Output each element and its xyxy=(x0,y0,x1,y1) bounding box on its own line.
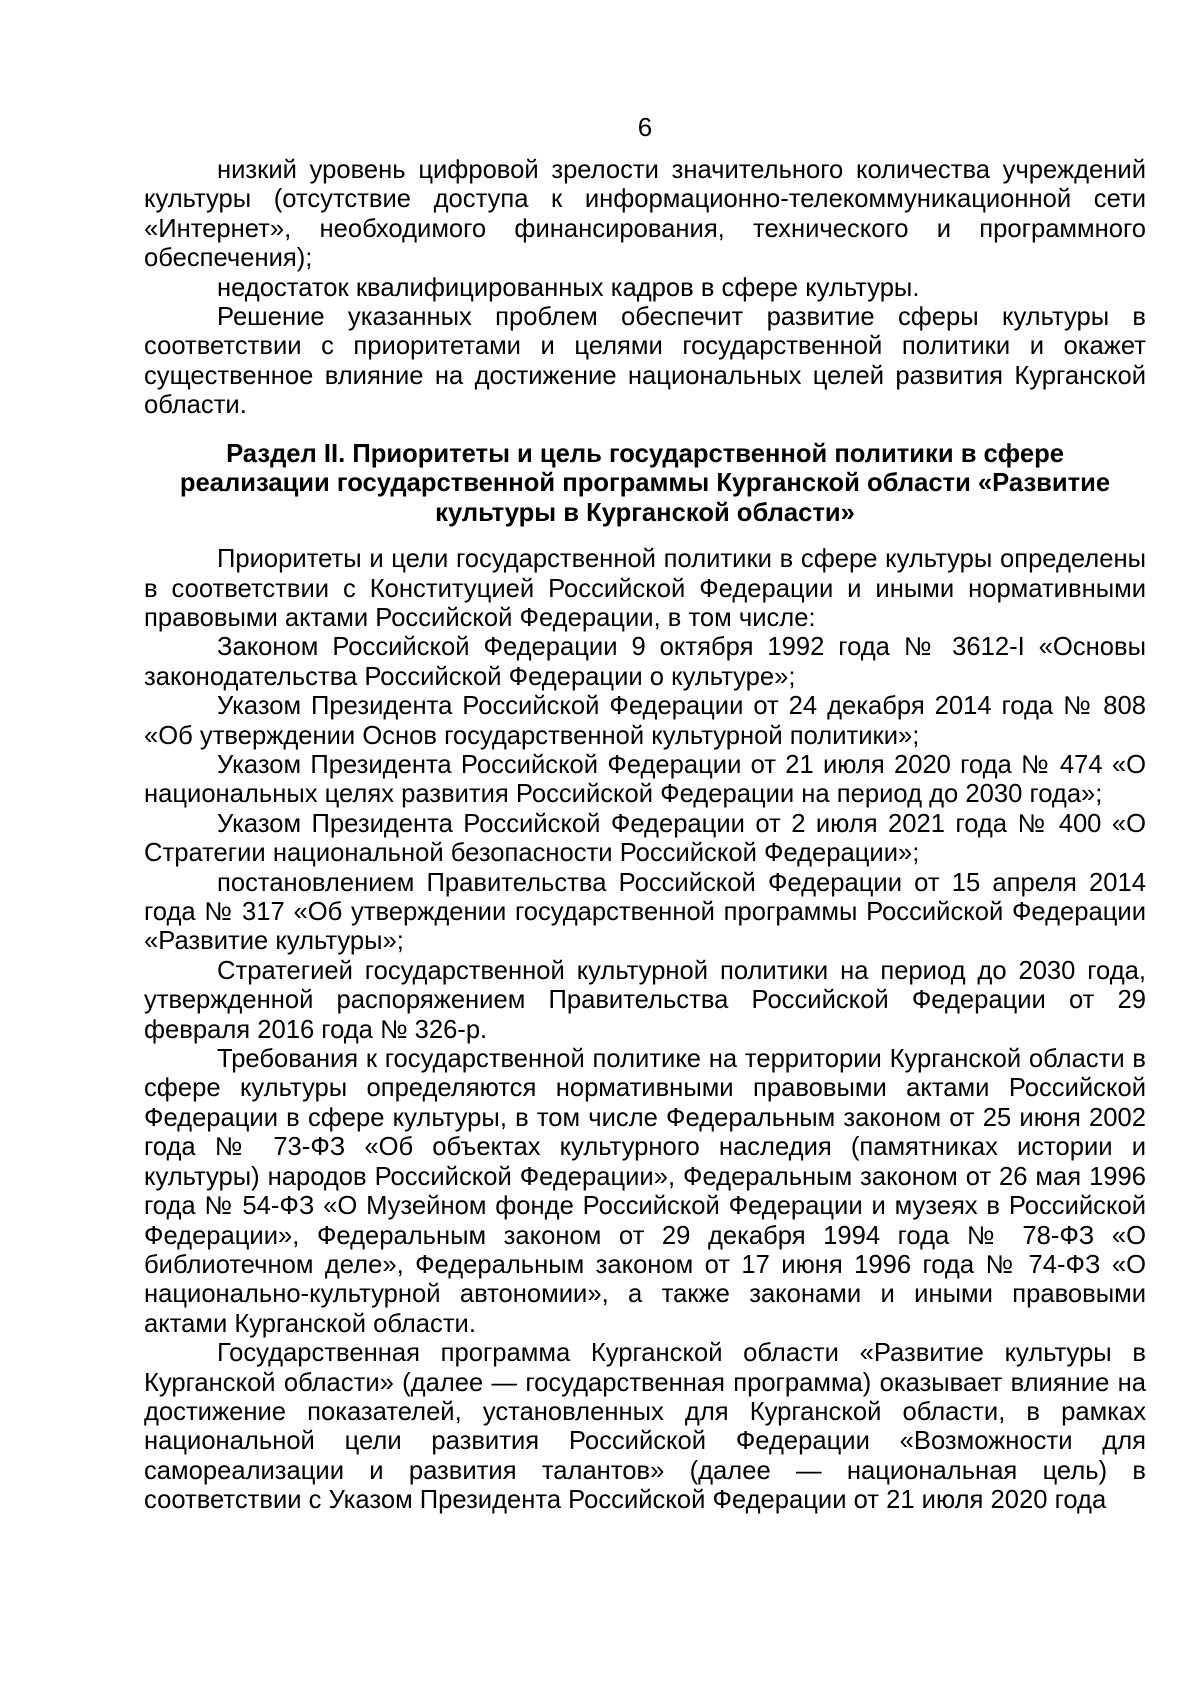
section-heading xyxy=(144,440,1146,529)
paragraph: Стратегией государственной культурной политики на период до 2030 года, утвержденной распоряжением Правительства Российской Федерации от 29 февраля 2016 года № 326-р. xyxy=(144,956,1146,1044)
paragraph: Указом Президента Российской Федерации от 21 июля 2020 года № 474 «О национальных целях развития Российской Федерации на период до 2030 года»; xyxy=(144,751,1146,809)
paragraph: Требования к государственной политике на территории Курганской области в сфере культуры определяются нормативными правовыми актами Российской Федерации в сфере культуры, в том числе Федеральным законом от 25 июня 2002 года № 73-ФЗ «Об объектах культурного наследия (памятниках истории и культуры) народов Российской Федерации», Федеральным законом от 26 мая 1996 года № 54-ФЗ «О Музейном фонде Российской Федерации и музеях в Российской Федерации», Федеральным законом от 29 декабря 1994 года № 78-ФЗ «О библиотечном деле», Федеральным законом от 17 июня 1996 года № 74-ФЗ «О национально-культурной автономии», а также законами и иными правовыми актами Курганской области. xyxy=(144,1045,1146,1338)
paragraph: Указом Президента Российской Федерации от 2 июля 2021 года № 400 «О Стратегии национальной безопасности Российской Федерации»; xyxy=(144,809,1146,868)
paragraph: Приоритеты и цели государственной политики в сфере культуры определены в соответствии с Конституцией Российской Федерации и иными нормативными правовыми актами Российской Федерации, в том числе: xyxy=(144,545,1146,632)
section-heading-line: Раздел II. Приоритеты и цель государственной политики в сфере xyxy=(226,439,1064,468)
section-heading-line: культуры в Курганской области» xyxy=(435,498,855,527)
paragraph: недостаток квалифицированных кадров в сфере культуры. xyxy=(217,273,920,302)
page-number: 6 xyxy=(637,112,653,142)
paragraph: Решение указанных проблем обеспечит развитие сферы культуры в соответствии с приоритетами и целями государственной политики и окажет существенное влияние на достижение национальных целей развития Курганской области. xyxy=(144,303,1146,420)
paragraph: низкий уровень цифровой зрелости значительного количества учреждений культуры (отсутствие доступа к информационно-телекоммуникационной сети «Интернет», необходимого финансирования, технического и программного обеспечения); xyxy=(144,156,1146,273)
intro-block xyxy=(144,156,1146,421)
paragraph: Указом Президента Российской Федерации от 24 декабря 2014 года № 808 «Об утверждении Основ государственной культурной политики»; xyxy=(144,692,1146,750)
paragraph: Государственная программа Курганской области «Развитие культуры в Курганской области» (далее — государственная программа) оказывает влияние на достижение показателей, установленных для Курганской области, в рамках национальной цели развития Российской Федерации «Возможности для самореализации и развития талантов» (далее — национальная цель) в соответствии с Указом Президента Российской Федерации от 21 июля 2020 года xyxy=(144,1339,1146,1515)
section-body xyxy=(144,545,1146,1515)
paragraph: Законом Российской Федерации 9 октября 1992 года № 3612-I «Основы законодательства Российской Федерации о культуре»; xyxy=(144,633,1146,691)
section-heading-line: реализации государственной программы Курганской области «Развитие xyxy=(179,469,1111,498)
paragraph: постановлением Правительства Российской Федерации от 15 апреля 2014 года № 317 «Об утверждении государственной программы Российской Федерации «Развитие культуры»; xyxy=(144,868,1146,956)
